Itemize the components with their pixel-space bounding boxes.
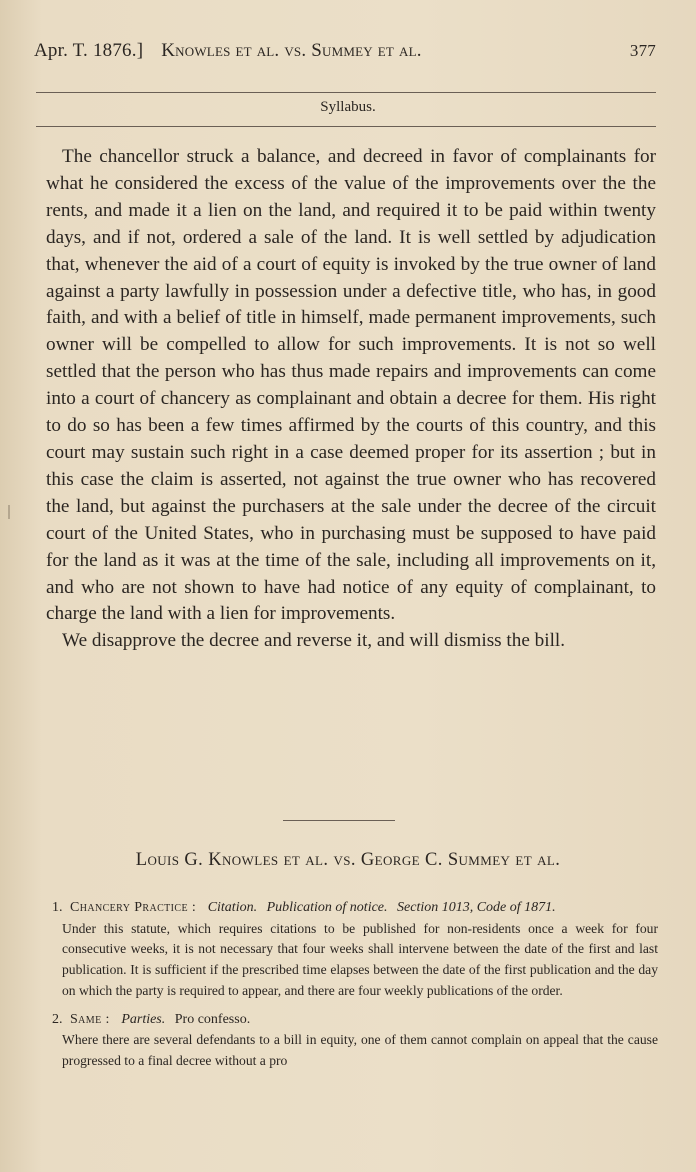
point-topic: Chancery Practice : [70,900,197,915]
header-case-title: Knowles et al. vs. Summey et al. [161,40,422,61]
margin-mark [8,505,10,519]
section-divider [36,126,656,127]
case-title: Louis G. Knowles et al. vs. George C. Summey et al. [135,850,561,870]
syllabus-point-head [52,898,658,919]
syllabus-points [52,898,658,1080]
point-text: Where there are several defendants to a bill in equity, one of them cannot complain on appeal that the cause progressed to a final decree without a pro [62,1032,658,1069]
running-header [34,40,656,62]
syllabus-point [52,1010,658,1072]
syllabus-point-head [52,1010,658,1031]
page-number: 377 [629,41,656,60]
point-subtopic-2: Publication of notice. [266,900,388,915]
opinion-paragraph: The chancellor struck a balance, and decreed in favor of complainants for what he considered the excess of the value of the improvements over the the rents, and made it a lien on the land, and required it to be paid within twenty days, and if not, ordered a sale of the land. It is well settled by adjudication that, whenever the aid of a court of equity is invoked by the true owner of land against a party lawfully in possession under a defective title, who has, in good faith, and with a belief of title in himself, made permanent improvements, such owner will be compelled to allow for such improvements. It is not so well settled that the person who has thus made repairs and improvements can come into a court of chancery as complainant and obtain a decree for them. His right to do so has been a few times affirmed by the courts of this country, and this court may sustain such right in a case deemed proper for its assertion ; but in this case the claim is asserted, not against the true owner who has recovered the land, but against the purchasers at the sale under the decree of the circuit court of the United States, who in purchasing must be supposed to have paid for the land as it was at the time of the sale, including all improvements on it, and who are not shown to have had notice of any equity of complainant, to charge the land with a lien for improvements. [46,146,656,625]
header-divider [36,92,656,93]
point-number: 2. [52,1011,63,1027]
point-topic: Same : [70,1011,110,1027]
opinion-text [46,144,656,655]
point-subtopic-2: Pro confesso. [174,1011,251,1027]
point-subtopic: Citation. [207,900,258,915]
point-reference: Section 1013, Code of 1871. [397,900,556,915]
point-subtopic: Parties. [121,1011,166,1027]
point-text: Under this statute, which requires citations to be published for non-residents once a week for four consecutive weeks, it is not necessary that four weeks shall intervene between the date of the first and last publication. It is sufficient if the prescribed time elapses between the date of the first publication and the day on which the party is required to appear, and there are four weekly publications of the order. [62,920,658,998]
opinion-paragraph: We disapprove the decree and reverse it, and will dismiss the bill. [62,630,566,652]
term-label: Apr. T. 1876.] [34,40,144,61]
syllabus-point [52,898,658,1002]
section-heading: Syllabus. [320,99,376,115]
case-separator [283,820,395,821]
point-number: 1. [52,900,63,915]
